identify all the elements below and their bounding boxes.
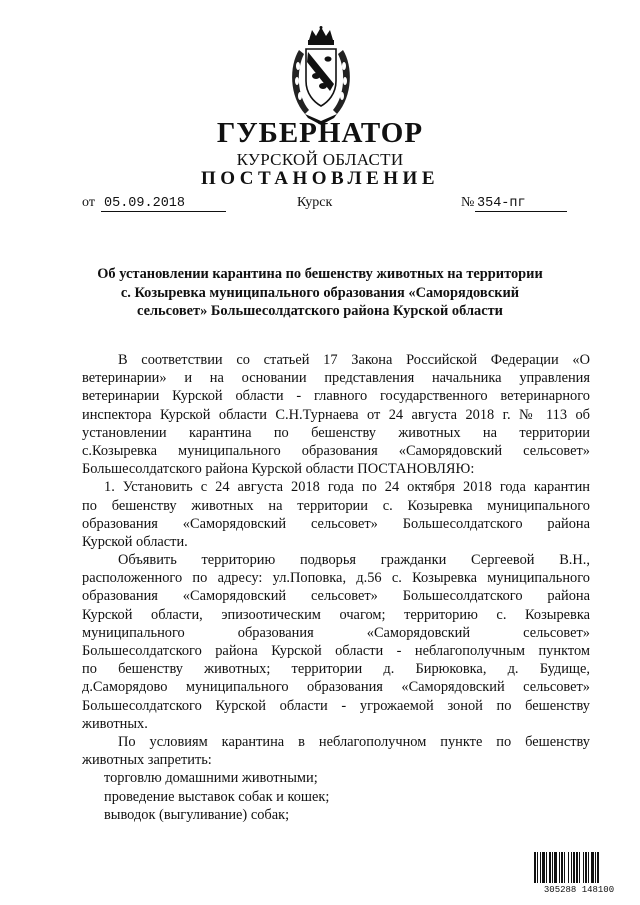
- body-line: выводок (выгуливание) собак;: [104, 806, 290, 823]
- body-line: торговлю домашними животными;: [104, 770, 318, 787]
- body-line: В соответствии со статьей 17 Закона Российской Федерации «О: [118, 352, 590, 368]
- title-line: сельсовет» Большесолдатского района Курской области: [137, 303, 503, 320]
- barcode: [533, 852, 625, 894]
- issuer-region: КУРСКОЙ ОБЛАСТИ: [236, 150, 404, 169]
- body-line: по бешенству животных; территории д. Бирюковка, д. Будище,: [82, 661, 590, 678]
- body-line: Большесолдатского Курской области - угрожаемой зоной по бешенству: [82, 697, 590, 714]
- body-line: образования «Саморядовский сельсовет» Большесолдатского района: [82, 588, 590, 605]
- issuer-title: ГУБЕРНАТОР: [216, 117, 424, 149]
- date-prefix: от: [82, 195, 95, 210]
- body-line: ветеринарии Курской области - главного государственного ветеринарного: [82, 388, 590, 405]
- body-line: ветеринарии» и на основании представления начальника управления: [82, 370, 590, 387]
- body-line: проведение выставок собак и кошек;: [104, 788, 330, 805]
- number-underline: [475, 211, 567, 212]
- body-line: по бешенству животных на территории с. Козыревка муниципального: [82, 497, 590, 514]
- body-line: Курской области.: [82, 533, 188, 550]
- title-line: Об установлении карантина по бешенству животных на территории: [97, 266, 543, 282]
- document-date: 05.09.2018: [104, 196, 186, 211]
- document-title: [0, 265, 640, 321]
- barcode-number: 305288 148100: [543, 885, 615, 894]
- body-line: с.Козыревка муниципального образования «Саморядовский сельсовет»: [82, 442, 590, 459]
- title-line: с. Козыревка муниципального образования «Саморядовский: [120, 284, 520, 301]
- body-line: По условиям карантина в неблагополучном пункте по бешенству: [118, 733, 590, 750]
- body-line: д.Саморядово муниципального образования «Саморядовский сельсовет»: [82, 679, 590, 696]
- body-line: животных запретить:: [82, 752, 212, 769]
- body-line: Объявить территорию подворья гражданки Сергеевой В.Н.,: [118, 552, 590, 569]
- body-line: Курской области, эпизоотическим очагом; территорию с. Козыревка: [82, 606, 590, 623]
- body-line: установлении карантина по бешенству животных на территории: [82, 424, 590, 441]
- body-line: образования «Саморядовский сельсовет» Большесолдатского района: [82, 515, 590, 532]
- body-line: муниципального образования «Саморядовский сельсовет»: [82, 624, 590, 641]
- body-line: 1. Установить с 24 августа 2018 года по 24 октября 2018 года карантин: [104, 479, 590, 496]
- body-line: инспектора Курской области С.Н.Турнаева от 24 августа 2018 г. № 113 об: [82, 406, 590, 423]
- document-city: Курск: [297, 195, 333, 210]
- document-type: ПОСТАНОВЛЕНИЕ: [200, 168, 440, 189]
- body-line: расположенного по адресу: ул.Поповка, д.56 с. Козыревка муниципального: [82, 570, 590, 587]
- date-underline: [101, 211, 226, 212]
- document-body: [82, 351, 590, 824]
- body-line: Большесолдатского района Курской области - неблагополучным пунктом: [82, 643, 590, 659]
- number-prefix: №: [461, 195, 475, 210]
- document-number: 354-пг: [477, 196, 526, 211]
- body-line: Большесолдатского района Курской области ПОСТАНОВЛЯЮ:: [82, 461, 475, 478]
- coat-of-arms-emblem: [287, 26, 355, 126]
- body-line: животных.: [82, 715, 148, 732]
